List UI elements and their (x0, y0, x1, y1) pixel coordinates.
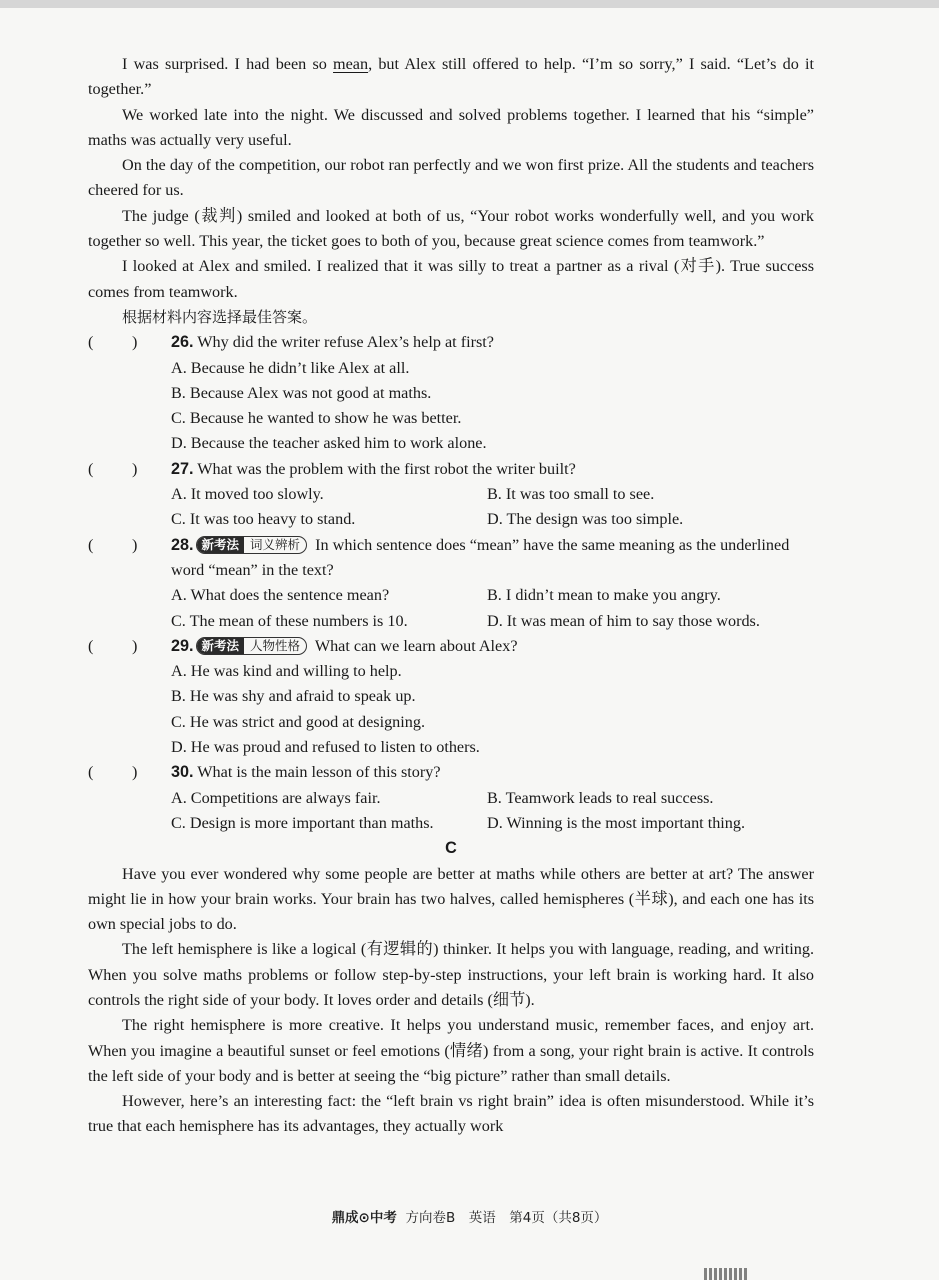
option-d: D. Winning is the most important thing. (487, 813, 746, 832)
option-c: C. The mean of these numbers is 10. (171, 611, 408, 630)
option-a: A. He was kind and willing to help. (171, 662, 402, 681)
option-b: B. Because Alex was not good at maths. (171, 383, 432, 402)
question-number: 30. (171, 763, 194, 782)
option-row (88, 609, 814, 634)
passage-paragraph-3: On the day of the competition, our robot ran perfectly and we won first prize. All the students and teachers cheered for us. (88, 156, 814, 200)
footer-page-info: 方向卷B 英语 第4页（共8页） (405, 1210, 608, 1226)
passage-paragraph-1: I was surprised. I had been so mean, but Alex still offered to help. “I’m so sorry,” I said. “Let’s do it together.” (88, 55, 814, 99)
option-b: B. He was shy and afraid to speak up. (171, 687, 416, 706)
question-text: Why did the writer refuse Alex’s help at first? (197, 333, 494, 352)
page-footer (0, 1206, 939, 1226)
option-c: C. It was too heavy to stand. (171, 510, 356, 529)
question-28 (88, 533, 814, 584)
answer-blank-right: ) (132, 333, 138, 352)
answer-blank-left[interactable]: ( (88, 636, 94, 655)
answer-blank-right: ) (132, 636, 138, 655)
section-c-paragraph-3: The right hemisphere is more creative. It helps you understand music, remember faces, and enjoy art. When you imagine a beautiful sunset or feel emotions (情绪) from a song, your right brain is active. It controls the left side of your body and is better at seeing the “big picture” rather than small details. (88, 1016, 814, 1085)
publisher-brand: 鼎成⊙中考 (331, 1210, 397, 1226)
answer-blank-right: ) (132, 763, 138, 782)
question-number: 29. (171, 636, 194, 655)
option-row (88, 583, 814, 608)
option-row (88, 507, 814, 532)
question-30 (88, 760, 814, 785)
option-row (88, 811, 814, 836)
badge-category: 人物性格 (250, 637, 301, 653)
question-text: What is the main lesson of this story? (197, 763, 441, 782)
question-type-badge (196, 637, 308, 655)
answer-blank-right: ) (132, 535, 138, 554)
answer-blank-right: ) (132, 459, 138, 478)
question-number: 28. (171, 535, 194, 554)
section-title-c: C (445, 839, 457, 858)
exam-page (88, 52, 814, 1140)
question-29 (88, 634, 814, 659)
option-a: A. It moved too slowly. (171, 485, 324, 504)
passage-paragraph-4: The judge (裁判) smiled and looked at both of us, “Your robot works wonderfully well, and you work together so well. This year, the ticket goes to both of you, because great science comes from teamwork.” (88, 206, 814, 251)
passage-paragraph-2: We worked late into the night. We discussed and solved problems together. I learned that his “simple” maths was actually very useful. (88, 105, 814, 149)
option-c: C. He was strict and good at designing. (171, 712, 426, 731)
passage-paragraph-5: I looked at Alex and smiled. I realized that it was silly to treat a partner as a rival (对手). True success comes from teamwork. (88, 257, 814, 301)
option-b: B. Teamwork leads to real success. (487, 788, 714, 807)
question-26 (88, 330, 814, 355)
option-b: B. It was too small to see. (487, 485, 655, 504)
badge-category: 词义辨析 (250, 536, 301, 552)
top-edge-bar (0, 0, 939, 8)
answer-blank-left[interactable]: ( (88, 535, 94, 554)
option-a: A. What does the sentence mean? (171, 586, 390, 605)
badge-new-method: 新考法 (197, 537, 245, 553)
answer-blank-left[interactable]: ( (88, 459, 94, 478)
question-text: What was the problem with the first robot the writer built? (197, 459, 576, 478)
option-c: C. Design is more important than maths. (171, 813, 434, 832)
question-number: 27. (171, 459, 194, 478)
instruction: 根据材料内容选择最佳答案。 (122, 307, 318, 326)
answer-blank-left[interactable]: ( (88, 333, 94, 352)
option-a: A. Competitions are always fair. (171, 788, 381, 807)
question-text: What can we learn about Alex? (314, 636, 518, 655)
qr-code-fragment (704, 1268, 748, 1280)
question-text: In which sentence does “mean” have the same meaning as the underlined word “mean” in the text? (171, 535, 790, 579)
question-type-badge (196, 536, 308, 554)
option-row (88, 482, 814, 507)
answer-blank-left[interactable]: ( (88, 763, 94, 782)
section-c-paragraph-1: Have you ever wondered why some people are better at maths while others are better at art? The answer might lie in how your brain works. Your brain has two halves, called hemispheres (半球), and each one has its own special jobs to do. (88, 864, 814, 934)
option-a: A. Because he didn’t like Alex at all. (171, 358, 410, 377)
option-b: B. I didn’t mean to make you angry. (487, 586, 721, 605)
option-row (88, 786, 814, 811)
option-d: D. He was proud and refused to listen to others. (171, 738, 480, 757)
section-c-paragraph-2: The left hemisphere is like a logical (有逻辑的) thinker. It helps you with language, reading, and writing. When you solve maths problems or follow step-by-step instructions, your left brain is working hard. It also controls the right side of your body. It loves order and details (细节). (88, 940, 814, 1009)
option-d: D. It was mean of him to say those words. (487, 611, 760, 630)
badge-new-method: 新考法 (197, 638, 245, 654)
option-d: D. The design was too simple. (487, 510, 684, 529)
option-c: C. Because he wanted to show he was better. (171, 409, 462, 428)
question-27 (88, 457, 814, 482)
question-number: 26. (171, 333, 194, 352)
section-c-paragraph-4: However, here’s an interesting fact: the “left brain vs right brain” idea is often misunderstood. While it’s true that each hemisphere has its advantages, they actually work (88, 1092, 814, 1136)
underlined-word-mean: mean (333, 55, 369, 73)
option-d: D. Because the teacher asked him to work alone. (171, 434, 487, 453)
